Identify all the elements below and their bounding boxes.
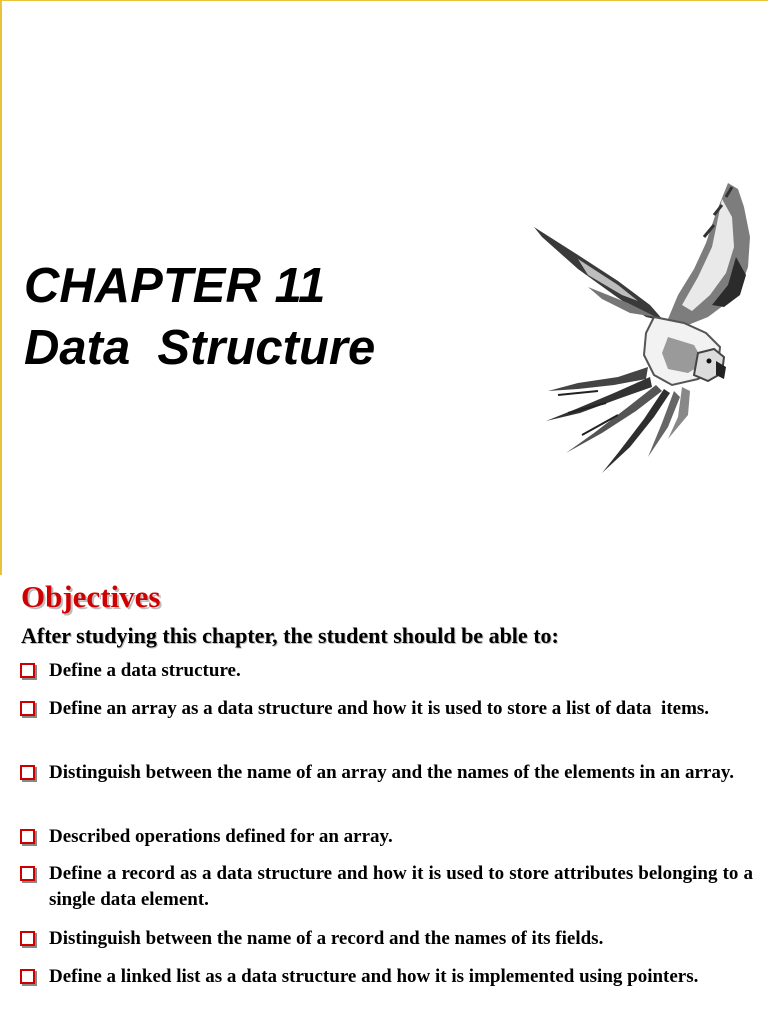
list-item: [20, 760, 753, 786]
checkbox-bullet-icon: [20, 663, 35, 678]
list-item: [20, 926, 753, 952]
list-item-text: Distinguish between the name of an array and the names of the elements in an array.: [49, 762, 735, 783]
chapter-title-line-2: Data Structure: [24, 321, 376, 375]
list-item: [20, 861, 753, 913]
checkbox-bullet-icon: [20, 701, 35, 716]
objectives-intro: After studying this chapter, the student should be able to:: [21, 623, 559, 648]
parrot-illustration: [518, 177, 768, 477]
list-item-text: Described operations defined for an array.: [49, 826, 393, 847]
checkbox-bullet-icon: [20, 866, 35, 881]
list-item-text: Define an array as a data structure and how it is used to store a list of data items.: [49, 698, 710, 719]
list-item: [20, 964, 753, 990]
checkbox-bullet-icon: [20, 969, 35, 984]
list-item: [20, 658, 753, 684]
list-item-text: Distinguish between the name of a record and the names of its fields.: [49, 928, 604, 949]
list-item: [20, 696, 753, 722]
list-item-text: Define a data structure.: [49, 660, 241, 681]
checkbox-bullet-icon: [20, 765, 35, 780]
checkbox-bullet-icon: [20, 931, 35, 946]
chapter-title: [24, 255, 375, 379]
list-item: [20, 824, 753, 850]
chapter-title-line-1: CHAPTER 11: [24, 259, 326, 313]
list-item-text: Define a record as a data structure and how it is used to store attributes belonging to a single data element.: [49, 863, 753, 910]
objectives-slide: [0, 575, 768, 1024]
checkbox-bullet-icon: [20, 829, 35, 844]
list-item-text: Define a linked list as a data structure and how it is implemented using pointers.: [49, 966, 699, 987]
objectives-heading: Objectives: [21, 579, 161, 614]
